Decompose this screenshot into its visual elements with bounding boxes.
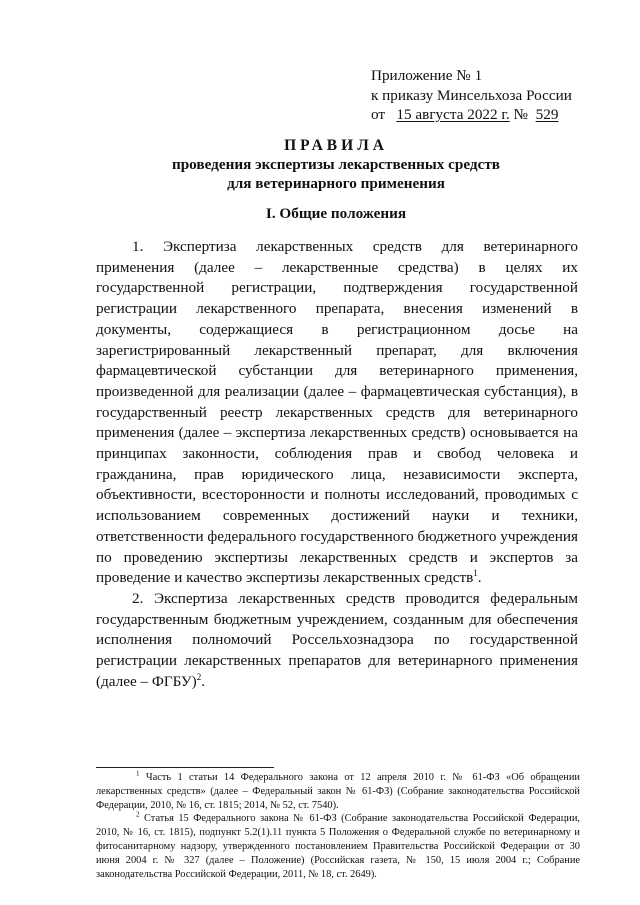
paragraph-1-end: . [477, 569, 482, 587]
paragraph-2 [96, 589, 578, 693]
footnote-2-text: Статья 15 Федерального закона № 61-ФЗ (Собрание законодательства Российской Федерации, 2010, № 16, ст. 1815), подпункт 5.2(1).11 пункта 5 Положения о Федеральной службе по ветеринарному и фитосанитарному надзору, утвержденного постановлением Правительства Российской Федерации от 30 июня 2004 г. № 327 (далее – Положение) (Российская газета, № 150, 15 июля 2004 г.; Собрание законодательства Российской Федерации, 2011, № 18, ст. 2649). [96, 813, 580, 880]
document-subtitle [96, 155, 576, 193]
appendix-line-1: Приложение № 1 [371, 67, 483, 84]
subtitle-line-2: для ветеринарного применения [227, 175, 445, 192]
paragraph-2-end: . [201, 672, 205, 690]
subtitle-line-1: проведения экспертизы лекарственных средств [171, 156, 500, 173]
appendix-number: 529 [535, 106, 559, 123]
appendix-header [371, 66, 572, 125]
footnote-2 [96, 812, 580, 881]
appendix-line-2: к приказу Минсельхоза России [371, 86, 572, 104]
footnote-1 [96, 771, 580, 812]
footnote-separator [96, 767, 274, 768]
section-heading: I. Общие положения [265, 205, 407, 222]
footnote-1-text: Часть 1 статьи 14 Федерального закона от 12 апреля 2010 г. № 61-ФЗ «Об обращении лекарственных средств» (далее – Федеральный закон № 61-ФЗ) (Собрание законодательства Российской Федерации, 2010, № 16, ст. 1815; 2014, № 52, ст. 7540). [96, 772, 580, 811]
document-body [96, 237, 578, 692]
paragraph-1-text: 1. Экспертиза лекарственных средств для ветеринарного применения (далее – лекарственные средства) в целях их государственной регистрации, подтверждения государственной регистрации лекарственного препарата, внесения изменений в документы, содержащиеся в регистрационном досье на зарегистрированный лекарственный препарат, для включения фармацевтической субстанции для ветеринарного применения, произведенной для реализации (далее – фармацевтическая субстанция), в государственный реестр лекарственных средств для ветеринарного применения (далее – экспертиза лекарственных средств) основывается на принципах законности, соблюдения прав и свобод человека и гражданина, прав юридического лица, независимости эксперта, объективности, всесторонности и полноты исследований, проводимых с использованием современных достижений науки и техники, ответственности федерального государственного бюджетного учреждения по проведению экспертизы лекарственных средств и экспертов за проведение и качество экспертизы лекарственных средств [96, 238, 578, 587]
paragraph-1 [96, 237, 578, 589]
paragraph-2-text: 2. Экспертиза лекарственных средств проводится федеральным государственным бюджетным учреждением, созданным для обеспечения исполнения полномочий Россельхознадзора по государственной регистрации лекарственных препаратов для ветеринарного применения (далее – ФГБУ) [96, 589, 578, 690]
footnote-1-mark: 1 [136, 769, 140, 778]
document-title: ПРАВИЛА [284, 137, 388, 154]
footnote-ref-2: 2 [196, 671, 202, 682]
appendix-number-sign: № [513, 106, 529, 123]
footnotes [96, 771, 580, 881]
appendix-from-label: от [371, 106, 386, 123]
appendix-date: 15 августа 2022 г. [396, 106, 510, 123]
appendix-line-3 [371, 105, 572, 125]
footnote-ref-1: 1 [473, 568, 478, 579]
footnote-2-mark: 2 [136, 810, 140, 819]
